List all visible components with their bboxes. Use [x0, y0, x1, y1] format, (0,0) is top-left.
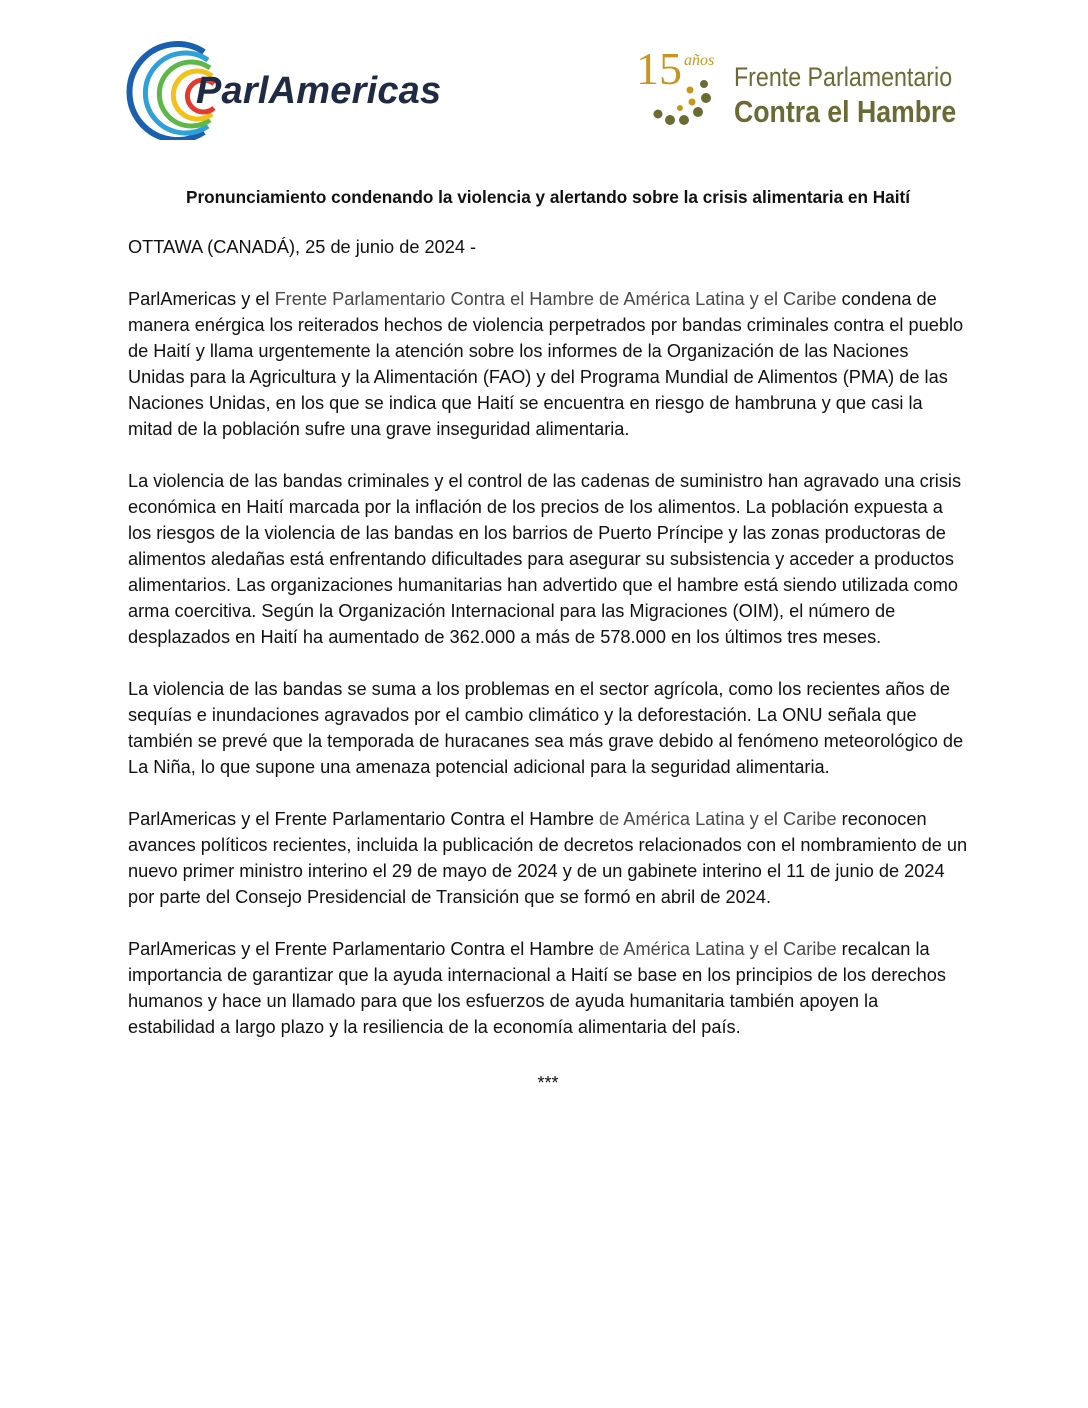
fph-line1: Frente Parlamentario	[734, 62, 953, 92]
paragraph-5-a: ParlAmericas y el Frente Parlamentario Contra el Hambre	[128, 939, 600, 959]
document-title: Pronunciamiento condenando la violencia y alertando sobre la crisis alimentaria en Haití	[186, 187, 910, 207]
paragraph-5-c: recalcan la importancia de garantizar que la ayuda internacional a Haití se base en los principios de los derechos humanos y hace un llamado para que los esfuerzos de ayuda humanitaria también apoyen la estabilidad a largo plazo y la resiliencia de la economía alimentaria del país.	[128, 939, 946, 1037]
paragraph-5	[128, 936, 968, 1040]
paragraph-4-highlight: de América Latina y el Caribe	[599, 809, 837, 829]
paragraph-4-c: reconocen avances políticos recientes, incluida la publicación de decretos relacionados con el nombramiento de un nuevo primer ministro interino el 29 de mayo de 2024 y de un gabinete interino el 11 de junio de 2024 por parte del Consejo Presidencial de Transición que se formó en abril de 2024.	[128, 809, 968, 907]
paragraph-1-highlight: Frente Parlamentario Contra el Hambre de América Latina y el Caribe	[274, 289, 837, 309]
paragraph-1-a: ParlAmericas y el	[128, 289, 275, 309]
paragraph-3: La violencia de las bandas se suma a los problemas en el sector agrícola, como los recientes años de sequías e inundaciones agravados por el cambio climático y la deforestación. La ONU señala que también se prevé que la temporada de huracanes sea más grave debido al fenómeno meteorológico de La Niña, lo que supone una amenaza potencial adicional para la seguridad alimentaria.	[128, 679, 964, 777]
paragraph-2: La violencia de las bandas criminales y el control de las cadenas de suministro han agravado una crisis económica en Haití marcada por la inflación de los precios de los alimentos. La población expuesta a los riesgos de la violencia de las bandas en los barrios de Puerto Príncipe y las zonas productoras de alimentos aledañas está enfrentando dificultades para asegurar su subsistencia y acceder a productos alimentarios. Las organizaciones humanitarias han advertido que el hambre está siendo utilizada como arma coercitiva. Según la Organización Internacional para las Migraciones (OIM), el número de desplazados en Haití ha aumentado de 362.000 a más de 578.000 en los últimos tres meses.	[128, 471, 962, 647]
fph-line2: Contra el Hambre	[734, 94, 957, 129]
anniversary-number: 15	[636, 43, 682, 94]
paragraph-1	[128, 286, 968, 442]
document-body	[128, 184, 968, 1096]
anniversary-anos: años	[684, 52, 715, 69]
paragraph-4	[128, 806, 968, 910]
paragraph-4-a: ParlAmericas y el Frente Parlamentario Contra el Hambre	[128, 809, 600, 829]
paragraph-5-highlight: de América Latina y el Caribe	[599, 939, 837, 959]
sun-dots-icon	[650, 80, 714, 130]
parlamericas-wordmark: ParlAmericas	[196, 70, 442, 112]
parlamericas-logo	[126, 40, 466, 140]
paragraph-1-c: condena de manera enérgica los reiterados hechos de violencia perpetrados por bandas criminales contra el pueblo de Haití y llama urgentemente la atención sobre los informes de la Organización de las Naciones Unidas para la Agricultura y la Alimentación (FAO) y del Programa Mundial de Alimentos (PMA) de las Naciones Unidas, en los que se indica que Haití se encuentra en riesgo de hambruna y que casi la mitad de la población sufre una grave inseguridad alimentaria.	[128, 289, 964, 439]
fph-logo	[634, 44, 974, 134]
dateline: OTTAWA (CANADÁ), 25 de junio de 2024 -	[128, 237, 477, 257]
end-mark: ***	[537, 1073, 559, 1093]
